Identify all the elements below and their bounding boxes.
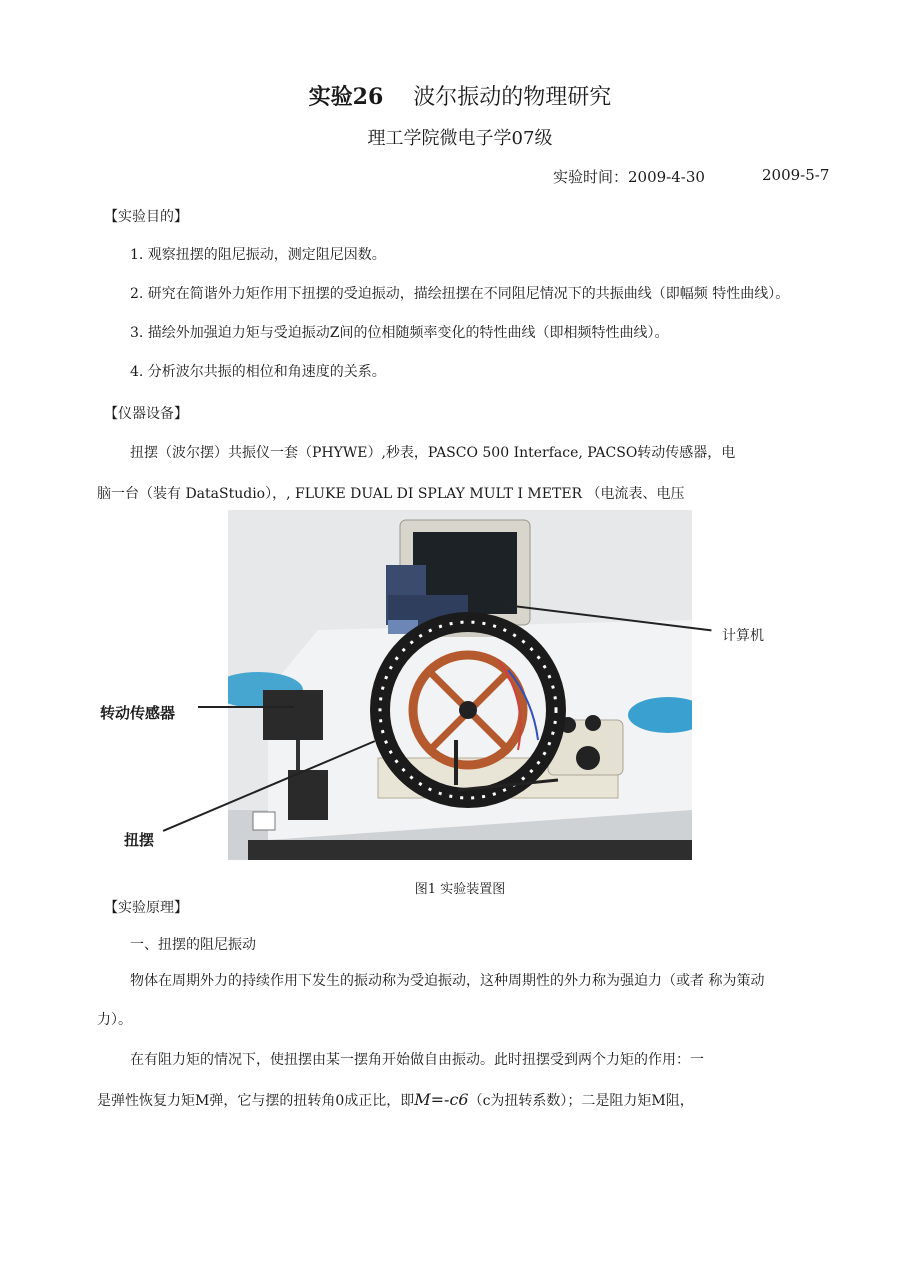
purpose-item-3: 3. 描绘外加强迫力矩与受迫振动Z间的位相随频率变化的特性曲线（即相频特性曲线）。: [130, 325, 669, 341]
page-title: [0, 80, 920, 111]
leader-line-sensor: [198, 706, 294, 708]
title-experiment-number: 实验26: [308, 84, 384, 110]
equipment-heading: 【仪器设备】: [104, 406, 188, 422]
apparatus-photo: [228, 510, 692, 860]
principle-heading: 【实验原理】: [104, 900, 188, 916]
callout-rotation-sensor: 转动传感器: [100, 704, 176, 722]
principle-section-1-title: 一、扭摆的阻尼振动: [130, 937, 256, 953]
page-subtitle: 理工学院微电子学07级: [367, 128, 553, 149]
purpose-item-2: 2. 研究在简谐外力矩作用下扭摆的受迫振动，描绘扭摆在不同阻尼情况下的共振曲线（即幅频 特性曲线）。: [130, 286, 790, 302]
figure-caption: 图1 实验装置图: [414, 882, 506, 897]
principle-para-2-text-b: （c为扭转系数）；二是阻力矩M阻，: [468, 1093, 694, 1109]
principle-para-1-line-1: 物体在周期外力的持续作用下发生的振动称为受迫振动，这种周期性的外力称为强迫力（或者 称为策动: [130, 973, 765, 989]
purpose-heading: 【实验目的】: [104, 209, 188, 225]
torque-formula: M=-c6: [414, 1090, 469, 1109]
apparatus-illustration: [228, 510, 692, 860]
purpose-item-1: 1. 观察扭摆的阻尼振动，测定阻尼因数。: [130, 247, 386, 263]
callout-torsion-pendulum: 扭摆: [124, 831, 155, 849]
experiment-date-label: 实验时间：2009-4-30: [553, 168, 705, 186]
equipment-line-1: 扭摆（波尔摆）共振仪一套（PHYWE）,秒表，PASCO 500 Interface, PACSO转动传感器，电: [130, 445, 736, 461]
callout-computer: 计算机: [722, 628, 764, 644]
equipment-line-2: 脑一台（装有 DataStudio），, FLUKE DUAL DI SPLAY MULT I METER （电流表、电压: [97, 486, 685, 502]
principle-para-2-line-2: [97, 1090, 694, 1111]
title-experiment-name: 波尔振动的物理研究: [413, 85, 612, 110]
purpose-item-4: 4. 分析波尔共振的相位和角速度的关系。: [130, 364, 386, 380]
principle-para-1-line-2: 力）。: [97, 1012, 132, 1028]
principle-para-2-line-1: 在有阻力矩的情况下，使扭摆由某一摆角开始做自由振动。此时扭摆受到两个力矩的作用：一: [130, 1052, 704, 1068]
experiment-date-second: 2009-5-7: [762, 166, 830, 184]
principle-para-2-text-a: 是弹性恢复力矩M弹，它与摆的扭转角0成正比，即: [97, 1093, 415, 1109]
